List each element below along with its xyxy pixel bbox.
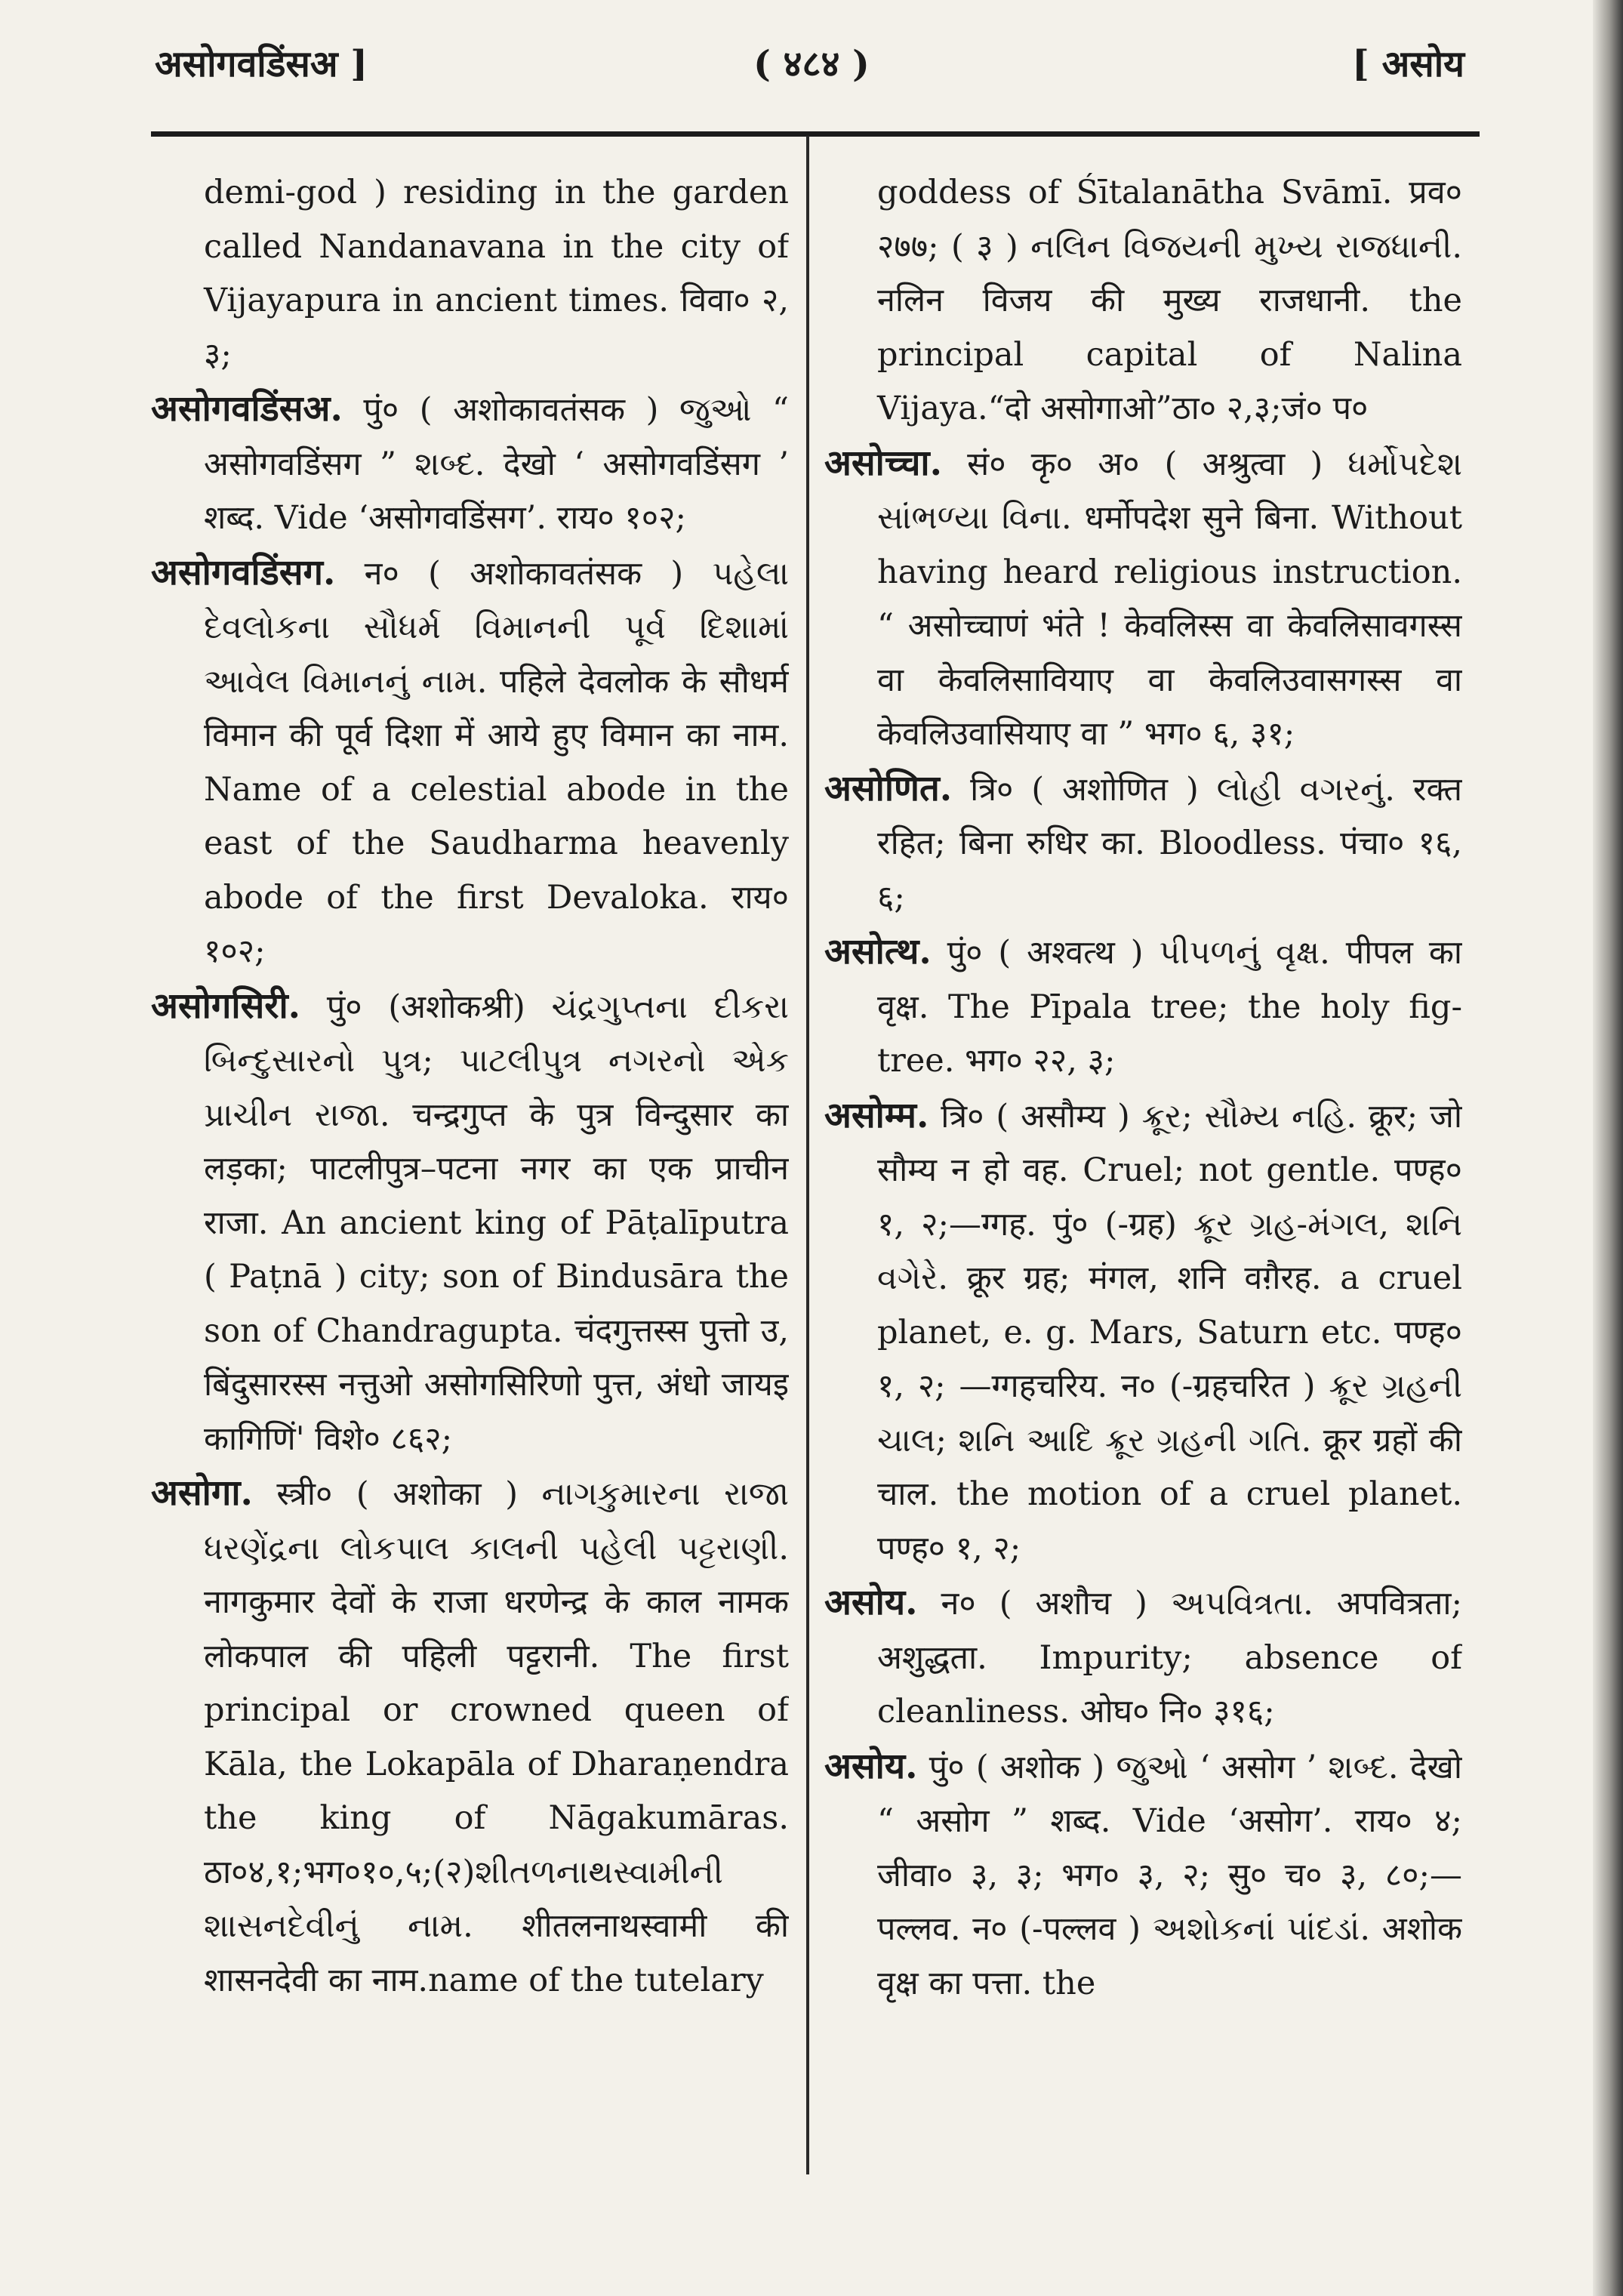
- entry-definition: न० ( अशौच ) અપવિત્રતા. अपवित्रता; अशुद्धता. Impurity; absence of cleanliness. ओघ० नि० ३१६;: [877, 1585, 1462, 1730]
- dictionary-entry: [151, 546, 789, 979]
- dictionary-entry: [824, 1576, 1462, 1740]
- dictionary-entry: [824, 925, 1462, 1089]
- entry-headword: असोच्चा.: [824, 442, 942, 484]
- header-left-guideword: असोगवडिंसअ ]: [155, 43, 368, 85]
- entry-headword: असोय.: [824, 1745, 918, 1787]
- entry-headword: असोगवडिंसग.: [151, 551, 336, 593]
- dictionary-entry: [824, 1740, 1462, 2011]
- entry-definition: सं० कृ० अ० ( अश्रुत्वा ) ધર્મોપદેશ સાંભળ્યા વિના. धर्मोपदेश सुने बिना. Without having heard religious instruction. “ असोच्चाणं भंते ! केवलिस्स वा केवलिसावगस्स वा केवलिसावियाए वा केवलिउवासगस्स वा केवलिउवासियाए वा ” भग० ६, ३१;: [877, 445, 1462, 753]
- entry-definition: पुं० ( अशोकावतंसक ) જુઓ “ असोगवडिंसग ” શબ્દ. देखो ‘ असोगवडिंसग ’ शब्द. Vide ‘असोगवडिंसग’. राय० १०२;: [204, 391, 789, 537]
- page-edge: [1593, 0, 1623, 2296]
- entry-text: goddess of Śītalanātha Svāmī. प्रव० २७७; ( ३ ) નલિન વિજયની મુખ્ય રાજધાની. नलिन विजय की मुख्य राजधानी. the principal capital of Nalina Vijaya.“दो असोगाओ”ठा० २,३;जं० प०: [877, 174, 1462, 427]
- entry-definition: त्रि० ( असौम्य ) ક્રૂર; સૌમ્ય નહિ. क्रूर; जो सौम्य न हो वह. Cruel; not gentle. पण्ह० १, २;—ग्गह. पुं० (-ग्रह) ક્રૂર ગ્રહ-મંગલ, શનિ વગેરે. क्रूर ग्रह; मंगल, शनि वग़ैरह. a cruel planet, e. g. Mars, Saturn etc. पण्ह० १, २; —ग्गहचरिय. न० (-ग्रहचरित ) ક્રૂર ગ્રહની ચાલ; શનિ આદિ ક્રૂર ગ્રહની ગતિ. क्रूर ग्रहों की चाल. the motion of a cruel planet. पण्ह० १, २;: [877, 1097, 1462, 1567]
- column-divider: [806, 136, 809, 2174]
- dictionary-entry: [151, 382, 789, 546]
- left-column: [151, 166, 789, 2167]
- header-rule: [151, 131, 1480, 137]
- dictionary-entry: [151, 1466, 789, 2008]
- right-column: [824, 166, 1462, 2167]
- dictionary-entry: [151, 979, 789, 1467]
- entry-headword: असोगा.: [151, 1472, 253, 1514]
- page-number: ( ४८४ ): [753, 43, 870, 85]
- entry-headword: असोणित.: [824, 767, 953, 809]
- entry-continuation: [151, 166, 789, 382]
- entry-continuation: [824, 166, 1462, 436]
- header-right-guideword: [ असोय: [1352, 43, 1464, 85]
- entry-headword: असोम्म.: [824, 1094, 929, 1136]
- dictionary-entry: [824, 762, 1462, 926]
- entry-definition: पुं० ( अश्वत्थ ) પીપળનું વૃક્ષ. पीपल का वृक्ष. The Pīpala tree; the holy fig-tree. भग० २२, ३;: [877, 934, 1462, 1080]
- entry-headword: असोगसिरी.: [151, 985, 301, 1027]
- entry-definition: त्रि० ( अशोणित ) લોહી વગરનું. रक्त रहित; बिना रुधिर का. Bloodless. पंचा० १६, ६;: [877, 770, 1462, 917]
- entry-headword: असोय.: [824, 1582, 918, 1623]
- entry-text: demi-god ) residing in the garden called Nandanavana in the city of Vijayapura in ancient times. विवा० २, ३;: [204, 174, 789, 374]
- entry-headword: असोगवडिंसअ.: [151, 388, 343, 430]
- dictionary-entry: [824, 436, 1462, 762]
- entry-definition: पुं० (अशोकश्री) ચંદ્રગુપ્તના દીકરા બિન્દુસારનો પુત્ર; પાટલીપુત્ર નગરનો એક પ્રાચીન રાજા. चन्द्रगुप्त के पुत्र विन्दुसार का लड़का; पाटलीपुत्र–पटना नगर का एक प्राचीन राजा. An ancient king of Pāṭalīputra ( Paṭnā ) city; son of Bindusāra the son of Chandragupta. चंदगुत्तस्स पुत्तो उ, बिंदुसारस्स नत्तुओ असोगसिरिणो पुत्त, अंधो जायइ कागिणिं' विशे० ८६२;: [204, 988, 789, 1458]
- dictionary-entry: [824, 1089, 1462, 1576]
- entry-definition: पुं० ( अशोक ) જુઓ ‘ असोग ’ શબ્દ. देखो “ असोग ” शब्द. Vide ‘असोग’. राय० ४; जीवा० ३, ३; भग० ३, २; सु० च० ३, ८०;—पल्लव. न० (-पल्लव ) અશોકનાં પાંદડાં. अशोक वृक्ष का पत्ता. the: [877, 1748, 1462, 2002]
- entry-definition: स्त्री० ( अशोका ) નાગકુમારના રાજા ધરણેંદ્રના લોકપાલ કાલની પહેલી પટ્ટરાણી. नागकुमार देवों के राजा धरणेन्द्र के काल नामक लोकपाल की पहिली पट्टरानी. The first principal or crowned queen of Kāla, the Lokapāla of Dharaṇendra the king of Nāgakumāras. ठा०४,१;भग०१०,५;(२)શીતળનાથસ્વામીની શાસનદેવીનું નામ. शीतलनाथस्वामी की शासनदेवी का नाम.name of the tutelary: [204, 1475, 789, 1999]
- entry-definition: न० ( अशोकावतंसक ) પહેલા દેવલોકના સૌધર્મ વિમાનની પૂર્વ દિશામાં આવેલ વિમાનનું નામ. पहिले देवलोक के सौधर्म विमान की पूर्व दिशा में आये हुए विमान का नाम. Name of a celestial abode in the east of the Saudharma heavenly abode of the first Devaloka. राय० १०२;: [204, 554, 789, 970]
- entry-headword: असोत्थ.: [824, 931, 932, 972]
